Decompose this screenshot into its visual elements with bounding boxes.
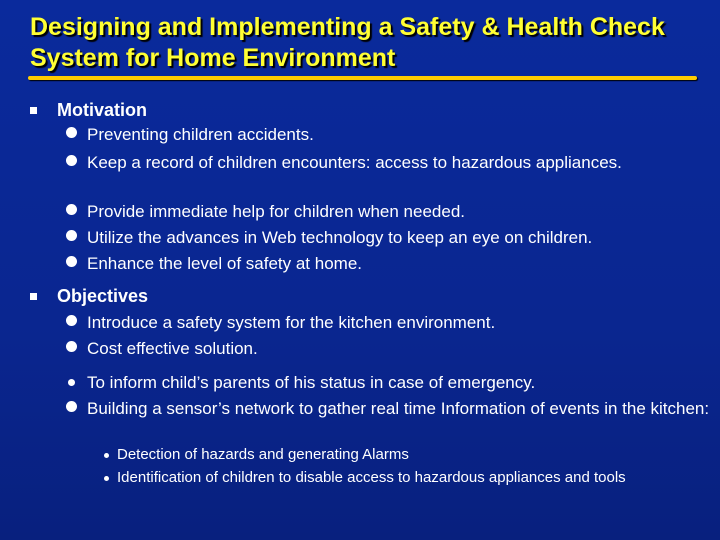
sub-bullet-dot-icon xyxy=(104,476,109,481)
square-bullet-icon xyxy=(30,293,37,300)
slide-title: Designing and Implementing a Safety & Health Check System for Home Environment xyxy=(30,13,665,72)
objectives-subitem-text: Identification of children to disable access to hazardous appliances and tools xyxy=(117,469,626,486)
square-bullet-icon xyxy=(30,107,37,114)
objectives-item-text: To inform child’s parents of his status in case of emergency. xyxy=(87,373,536,392)
bullet-dot-icon xyxy=(66,341,77,352)
motivation-item-text: Provide immediate help for children when needed. xyxy=(87,202,466,221)
bullet-dot-icon xyxy=(66,401,77,412)
bullet-dot-icon xyxy=(66,230,77,241)
bullet-dot-icon xyxy=(66,256,77,267)
bullet-dot-icon xyxy=(66,315,77,326)
bullet-dot-icon xyxy=(66,155,77,166)
objectives-item-text: Building a sensor’s network to gather real time Information of events in the kitchen: xyxy=(87,399,710,418)
motivation-label: Motivation xyxy=(57,100,147,120)
bullet-dot-icon xyxy=(66,204,77,215)
sub-bullet-dot-icon xyxy=(104,453,109,458)
bullet-dot-icon xyxy=(66,127,77,138)
objectives-item-text: Cost effective solution. xyxy=(87,339,258,358)
motivation-item-text: Enhance the level of safety at home. xyxy=(87,254,363,273)
objectives-subitem-text: Detection of hazards and generating Alarms xyxy=(117,446,409,463)
bullet-dot-icon xyxy=(68,379,75,386)
motivation-item-text: Preventing children accidents. xyxy=(87,125,314,144)
title-underline xyxy=(28,76,697,80)
objectives-label: Objectives xyxy=(57,286,149,306)
motivation-item-text: Utilize the advances in Web technology to keep an eye on children. xyxy=(87,228,593,247)
objectives-item-text: Introduce a safety system for the kitchen environment. xyxy=(87,313,496,332)
motivation-item-text: Keep a record of children encounters: access to hazardous appliances. xyxy=(87,153,622,172)
